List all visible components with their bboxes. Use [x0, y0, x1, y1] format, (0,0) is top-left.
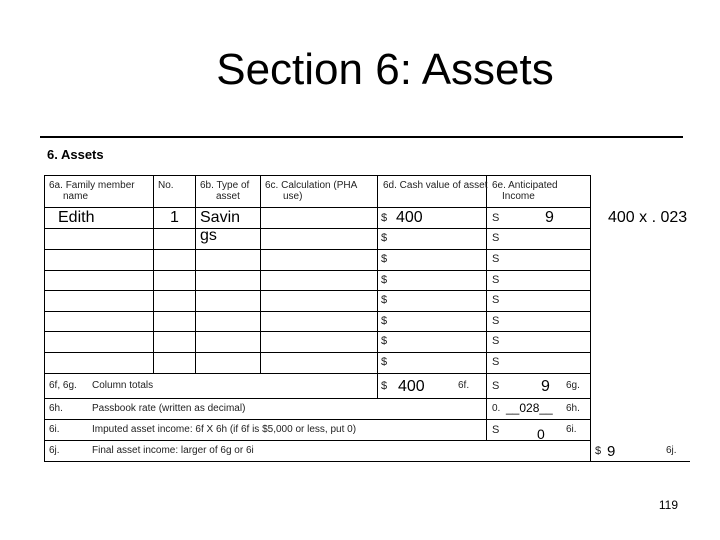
dollar-sign: $	[381, 356, 388, 368]
asset-type-line1: Savin	[200, 209, 241, 226]
s-sign: S	[492, 212, 500, 224]
s-sign: S	[492, 274, 500, 286]
col-b-header	[200, 180, 249, 202]
s-sign: S	[492, 424, 500, 436]
col-c-line1: 6c. Calculation (PHA	[265, 180, 358, 191]
dollar-sign: $	[381, 315, 388, 327]
code-6f: 6f.	[458, 380, 470, 391]
s-sign: S	[492, 232, 500, 244]
dollar-sign: $	[381, 335, 388, 347]
dollar-sign: $	[381, 294, 388, 306]
col-d-header: 6d. Cash value of asset	[383, 180, 488, 191]
col-e-header	[492, 180, 558, 202]
s-sign: S	[492, 294, 500, 306]
totals-label: Column totals	[92, 380, 154, 391]
s-sign: S	[492, 356, 500, 368]
dollar-sign: $	[381, 253, 388, 265]
col-b-line1: 6b. Type of	[200, 180, 250, 191]
col-c-header	[265, 180, 357, 202]
imputed-value: 0	[537, 426, 545, 442]
col-a-header	[49, 180, 135, 202]
final-label: Final asset income: larger of 6g or 6i	[92, 445, 254, 456]
anticipated-income: 9	[545, 209, 554, 226]
col-a-line1: Family member	[65, 180, 135, 191]
final-value: 9	[607, 443, 616, 460]
final-code-end: 6j.	[666, 445, 677, 456]
s-sign: S	[492, 380, 500, 392]
col-no-header: No.	[158, 180, 174, 191]
s-sign: S	[492, 253, 500, 265]
col-c-line2: use)	[283, 191, 303, 202]
income-total: 9	[541, 378, 550, 395]
calculation-note: 400 x . 023	[608, 209, 688, 226]
cash-value: 400	[396, 209, 423, 226]
col-a-line2: name	[63, 191, 89, 202]
asset-type-line2: gs	[200, 227, 217, 244]
section-heading: 6. Assets	[47, 147, 104, 162]
final-code: 6j.	[49, 445, 60, 456]
asset-type	[200, 209, 240, 245]
passbook-prefix: 0.	[492, 403, 501, 414]
imputed-code-end: 6i.	[566, 424, 577, 435]
page-number: 119	[658, 498, 678, 512]
dollar-sign: $	[381, 212, 388, 224]
s-sign: S	[492, 315, 500, 327]
passbook-label: Passbook rate (written as decimal)	[92, 403, 246, 414]
dollar-sign: $	[381, 274, 388, 286]
imputed-code: 6i.	[49, 424, 60, 435]
s-sign: S	[492, 335, 500, 347]
dollar-sign: $	[595, 445, 602, 457]
dollar-sign: $	[381, 232, 388, 244]
imputed-label: Imputed asset income: 6f X 6h (if 6f is $5,000 or less, put 0)	[92, 424, 357, 435]
passbook-rate-value: __028__	[506, 401, 553, 415]
col-a-code: 6a.	[49, 180, 63, 191]
col-e-line2: Income	[502, 191, 535, 202]
col-b-line2: asset	[216, 191, 240, 202]
slide-title: Section 6: Assets	[216, 45, 554, 94]
title-divider	[40, 136, 683, 138]
member-name: Edith	[58, 209, 95, 226]
passbook-code: 6h.	[49, 403, 63, 414]
member-number: 1	[170, 209, 179, 226]
totals-codes: 6f, 6g.	[49, 380, 77, 391]
passbook-code-end: 6h.	[566, 403, 580, 414]
dollar-sign: $	[381, 380, 388, 392]
col-e-line1: 6e. Anticipated	[492, 180, 558, 191]
code-6g: 6g.	[566, 380, 580, 391]
cash-total: 400	[398, 378, 425, 395]
